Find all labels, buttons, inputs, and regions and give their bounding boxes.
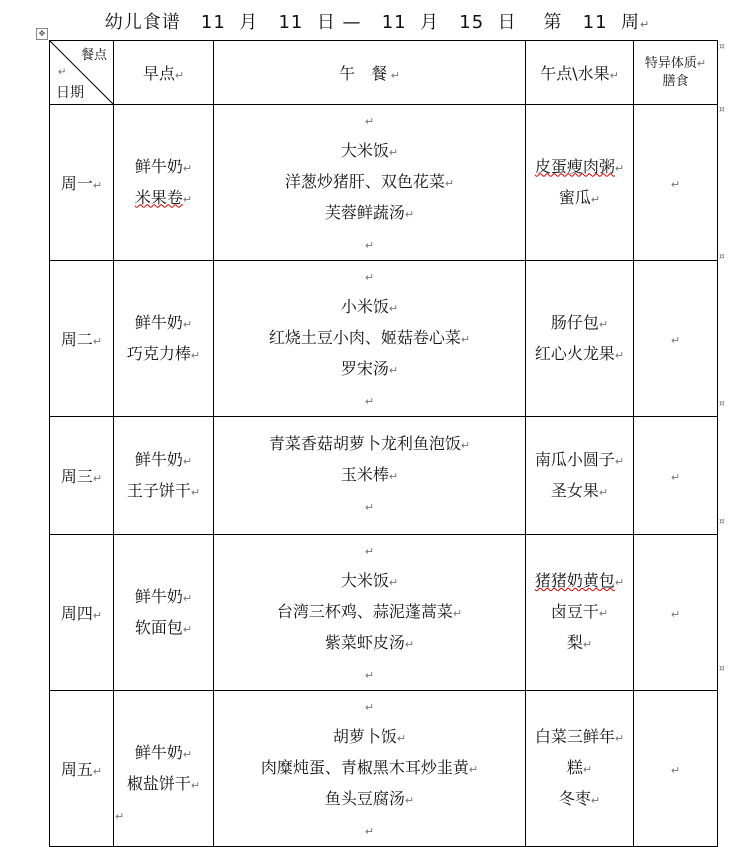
lunch-cell (214, 691, 526, 847)
paragraph-mark-icon: ↵ (614, 576, 625, 589)
paragraph-mark-icon: ↵ (388, 576, 399, 589)
paragraph-mark-icon: ↵ (670, 764, 681, 777)
lunch-cell (214, 105, 526, 261)
breakfast-item: 鲜牛奶 (134, 312, 183, 332)
special-diet-cell (634, 105, 718, 261)
lunch-item: 胡萝卜饭 (332, 727, 397, 746)
breakfast-item: 鲜牛奶 (134, 742, 183, 762)
snack-cell (526, 691, 634, 847)
paragraph-mark-icon: ↵ (92, 765, 103, 778)
header-meal-label: 餐点 (80, 48, 107, 63)
lunch-item: 大米饭 (340, 571, 389, 590)
paragraph-mark-icon: ↵ (190, 485, 201, 499)
breakfast-cell (114, 691, 214, 847)
lunch-item: 台湾三杯鸡、蒜泥蓬蒿菜 (276, 602, 453, 621)
header-corner-cell (50, 41, 114, 105)
breakfast-cell (114, 417, 214, 535)
paragraph-mark-icon: ↵ (92, 472, 103, 485)
paragraph-mark-icon: ↵ (190, 778, 201, 792)
paragraph-mark-icon: ↵ (364, 701, 375, 714)
paragraph-mark-icon: ↵ (115, 810, 125, 823)
special-diet-cell (634, 535, 718, 691)
snack-item: 肠仔包 (550, 312, 599, 332)
snack-item: 红心火龙果 (534, 343, 615, 363)
lunch-cell (214, 261, 526, 417)
snack-item: 梨 (566, 633, 583, 652)
paragraph-mark-icon: ↵ (92, 335, 103, 348)
header-snack: 午点\水果↵ (526, 41, 634, 105)
day-label: 周四 (60, 604, 93, 623)
breakfast-item: 米果卷 (134, 187, 183, 207)
paragraph-mark-icon: ↵ (396, 732, 407, 745)
row-end-mark-icon: ¤ (719, 105, 725, 115)
breakfast-item: 鲜牛奶 (134, 586, 183, 606)
paragraph-mark-icon: ↵ (444, 177, 455, 190)
lunch-item: 小米饭 (340, 297, 389, 316)
row-end-mark-icon: ¤ (719, 42, 725, 52)
paragraph-mark-icon: ↵ (460, 333, 471, 346)
lunch-item: 肉糜炖蛋、青椒黑木耳炒韭黄 (260, 758, 469, 777)
paragraph-mark-icon: ↵ (364, 545, 375, 558)
paragraph-mark-icon: ↵ (182, 317, 193, 331)
lunch-item: 青菜香菇胡萝卜龙利鱼泡饭 (268, 434, 461, 453)
snack-item: 皮蛋瘦肉粥 (534, 156, 615, 176)
paragraph-mark-icon: ↵ (582, 638, 593, 651)
table-move-handle-icon[interactable]: ✥ (36, 28, 48, 40)
paragraph-mark-icon: ↵ (452, 607, 463, 620)
breakfast-item: 椒盐饼干 (126, 773, 191, 793)
paragraph-mark-icon: ↵ (364, 115, 375, 128)
day-cell (50, 261, 114, 417)
paragraph-mark-icon: ↵ (598, 485, 609, 499)
header-row (50, 41, 718, 105)
paragraph-mark-icon: ↵ (670, 608, 681, 621)
snack-item: 圣女果 (550, 480, 599, 500)
day-label: 周一 (60, 174, 93, 193)
breakfast-item: 王子饼干 (126, 480, 191, 500)
snack-item: 卤豆干 (550, 602, 599, 621)
table-row (50, 105, 718, 261)
paragraph-mark-icon: ↵ (364, 825, 375, 838)
snack-item: 糕 (566, 758, 583, 777)
paragraph-mark-icon: ↵ (364, 501, 375, 514)
snack-item: 猪猪奶黄包 (534, 571, 615, 590)
paragraph-mark-icon: ↵ (670, 471, 681, 484)
paragraph-mark-icon: ↵ (182, 161, 193, 175)
paragraph-mark-icon: ↵ (190, 348, 201, 362)
lunch-item: 大米饭 (340, 141, 389, 160)
special-diet-cell (634, 261, 718, 417)
day-cell (50, 417, 114, 535)
lunch-item: 鱼头豆腐汤 (324, 789, 405, 808)
header-special-diet: 特异体质↵ 膳食 (634, 41, 718, 105)
lunch-item: 罗宋汤 (340, 359, 389, 378)
day-cell (50, 535, 114, 691)
lunch-item: 芙蓉鲜蔬汤 (324, 203, 405, 222)
paragraph-mark-icon: ↵ (58, 67, 67, 78)
paragraph-mark-icon: ↵ (590, 192, 601, 206)
table-row (50, 261, 718, 417)
snack-item: 白菜三鲜年 (534, 727, 615, 746)
paragraph-mark-icon: ↵ (614, 348, 625, 362)
paragraph-mark-icon: ↵ (388, 364, 399, 377)
day-cell (50, 105, 114, 261)
breakfast-item: 鲜牛奶 (134, 449, 183, 469)
header-breakfast: 早点↵ (114, 41, 214, 105)
paragraph-mark-icon: ↵ (364, 271, 375, 284)
breakfast-cell (114, 105, 214, 261)
snack-cell (526, 261, 634, 417)
day-label: 周二 (60, 330, 93, 349)
snack-cell (526, 105, 634, 261)
lunch-item: 紫菜虾皮汤 (324, 633, 405, 652)
row-end-mark-icon: ¤ (719, 252, 725, 262)
paragraph-mark-icon: ↵ (404, 794, 415, 807)
breakfast-item: 软面包 (134, 617, 183, 637)
snack-item: 蜜瓜 (558, 187, 591, 207)
paragraph-mark-icon: ↵ (460, 439, 471, 452)
lunch-cell (214, 417, 526, 535)
menu-table (49, 40, 718, 847)
lunch-item: 红烧土豆小肉、姬菇卷心菜 (268, 328, 461, 347)
breakfast-item: 鲜牛奶 (134, 156, 183, 176)
paragraph-mark-icon: ↵ (182, 591, 193, 605)
day-label: 周五 (60, 760, 93, 779)
paragraph-mark-icon: ↵ (364, 395, 375, 408)
paragraph-mark-icon: ↵ (364, 239, 375, 252)
day-label: 周三 (60, 467, 93, 486)
table-row (50, 691, 718, 847)
paragraph-mark-icon: ↵ (582, 763, 593, 776)
paragraph-mark-icon: ↵ (182, 192, 193, 206)
paragraph-mark-icon: ↵ (598, 607, 609, 620)
row-end-mark-icon: ¤ (719, 517, 725, 527)
paragraph-mark-icon: ↵ (388, 302, 399, 315)
special-diet-cell (634, 417, 718, 535)
paragraph-mark-icon: ↵ (670, 178, 681, 191)
table-row (50, 535, 718, 691)
paragraph-mark-icon: ↵ (364, 669, 375, 682)
lunch-item: 洋葱炒猪肝、双色花菜 (284, 172, 445, 191)
row-end-mark-icon: ¤ (719, 399, 725, 409)
breakfast-cell (114, 535, 214, 691)
paragraph-mark-icon: ↵ (388, 470, 399, 483)
paragraph-mark-icon: ↵ (182, 747, 193, 761)
paragraph-mark-icon: ↵ (182, 622, 193, 636)
paragraph-mark-icon: ↵ (614, 454, 625, 468)
lunch-item: 玉米棒 (340, 465, 389, 484)
special-diet-cell (634, 691, 718, 847)
paragraph-mark-icon: ↵ (182, 454, 193, 468)
paragraph-mark-icon: ↵ (92, 609, 103, 622)
header-lunch: 午 餐 ↵ (214, 41, 526, 105)
snack-cell (526, 535, 634, 691)
breakfast-item: 巧克力棒 (126, 343, 191, 363)
day-cell (50, 691, 114, 847)
paragraph-mark-icon: ↵ (598, 317, 609, 331)
paragraph-mark-icon: ↵ (670, 334, 681, 347)
paragraph-mark-icon: ↵ (388, 146, 399, 159)
table-row (50, 417, 718, 535)
snack-item: 冬枣 (558, 789, 591, 808)
paragraph-mark-icon: ↵ (590, 794, 601, 807)
lunch-cell (214, 535, 526, 691)
menu-title: 幼儿食谱 11 月 11 日 — 11 月 15 日 第 11 周↵ (104, 12, 651, 33)
snack-item: 南瓜小圆子 (534, 449, 615, 469)
paragraph-mark-icon: ↵ (468, 763, 479, 776)
paragraph-mark-icon: ↵ (614, 732, 625, 745)
paragraph-mark-icon: ↵ (404, 638, 415, 651)
row-end-mark-icon: ¤ (719, 664, 725, 674)
header-date-label: 日期 (56, 85, 84, 101)
breakfast-cell (114, 261, 214, 417)
paragraph-mark-icon: ↵ (614, 161, 625, 175)
paragraph-mark-icon: ↵ (92, 179, 103, 192)
paragraph-mark-icon: ↵ (404, 208, 415, 221)
snack-cell (526, 417, 634, 535)
